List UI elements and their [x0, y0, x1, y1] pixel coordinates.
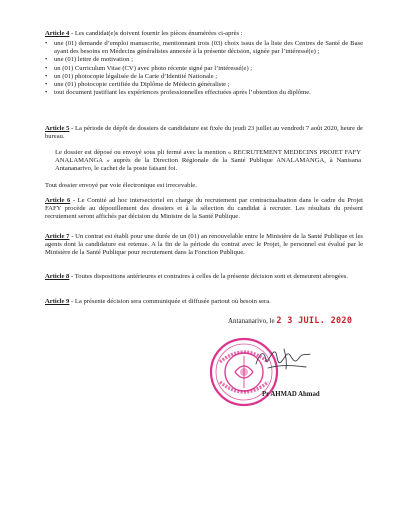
- article-5-electronic: Tout dossier envoyé par voie électronique est irrecevable.: [45, 182, 197, 189]
- article-9-text: - La présente décision sera communiquée et diffusée partout où besoin sera.: [69, 298, 271, 305]
- list-item: • une (01) photocopie certifiée du Diplôme de Médecin généraliste ;: [45, 81, 363, 89]
- article-9-heading: Article 9: [45, 298, 70, 305]
- article-4: [45, 30, 363, 38]
- article-5-note: Le dossier est déposé ou envoyé sous pli fermé avec la mention « RECRUTEMENT MEDECINS PROJET FAFY ANALAMANGA » auprès de la Direction Régionale de la Santé Publique ANALAMANGA, à Nanisana Antananarivo, le cachet de la poste faisant foi.: [55, 149, 361, 173]
- signature-place: Antananarivo, le: [228, 317, 275, 325]
- article-8-text: - Toutes dispositions antérieures et contraires à celles de la présente décision sont et demeurent abrogées.: [69, 273, 348, 280]
- article-5-heading: Article 5: [45, 125, 70, 132]
- list-item: • un (01) photocopie légalisée de la Carte d’Identité Nationale ;: [45, 73, 363, 81]
- article-8-heading: Article 8: [45, 273, 70, 280]
- date-stamp: 2 3 JUIL. 2020: [276, 316, 353, 326]
- article-5-text: - La période de dépôt de dossiers de candidature est fixée du jeudi 23 juillet au vendredi 7 août 2020, heure de bureau.: [45, 125, 363, 141]
- article-6-text: - Le Comité ad hoc intersectoriel en charge du recrutement par contractualisation dans le cadre du Projet FAFY procède au dépouillement des dossiers et à la sélection du candidat à recruter. Les résultats du présent recrutement seront affichés par décision du Ministre de la Santé Publique.: [45, 197, 363, 221]
- list-item: • un (01) Curriculum Vitae (CV) avec photo récente signé par l’intéressé(e) ;: [45, 65, 363, 73]
- article-6: [45, 197, 363, 222]
- article-4-heading: Article 4: [45, 30, 70, 37]
- article-4-list: [45, 40, 363, 97]
- signature-place-date: [228, 316, 352, 326]
- list-item: • tout document justifiant les expériences professionnelles effectuées après l’obtention du diplôme.: [45, 89, 363, 97]
- article-7-text: - Un contrat est établi pour une durée de un (01) an renouvelable entre le Ministère de la Santé Publique et les agents dont la candidature est retenue. A la fin de la période du contrat avec le Projet, le personnel est évalué par le Ministère de la Santé Publique pour recrutement dans la Fonction Publique.: [45, 233, 363, 257]
- article-4-intro: - Les candidat(e)s doivent fournir les pièces énumérées ci-après :: [69, 30, 243, 37]
- article-8: [45, 273, 363, 281]
- list-item: • une (01) demande d’emploi manuscrite, mentionnant trois (03) choix issus de la liste des Centres de Santé de Base ayant des besoins en Médecins généralistes annexée à la présente décision, signée par l’intéressé(e) ;: [45, 40, 363, 56]
- article-7-heading: Article 7: [45, 233, 70, 240]
- article-7: [45, 233, 363, 258]
- article-9: [45, 298, 363, 306]
- handwritten-signature-icon: [254, 346, 312, 372]
- list-item: • une (01) lettre de motivation ;: [45, 56, 363, 64]
- signer-name: Pr AHMAD Ahmad: [262, 391, 320, 398]
- article-5: [45, 125, 363, 141]
- article-6-heading: Article 6: [45, 197, 71, 204]
